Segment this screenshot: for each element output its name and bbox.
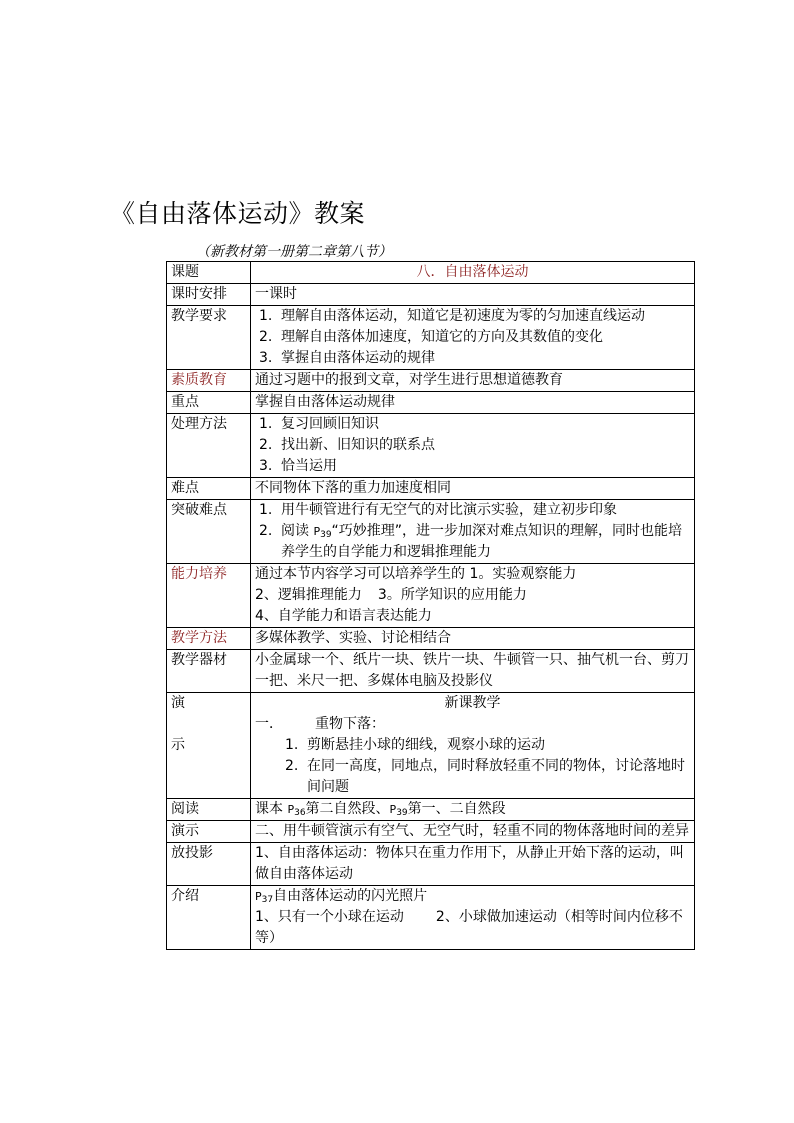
row-difficulty: [167, 478, 695, 500]
row-quality: [167, 370, 695, 392]
value-hours: 一课时: [251, 284, 695, 306]
label-projection: 放投影: [167, 843, 251, 886]
label-quality: 素质教育: [167, 370, 251, 392]
value-projection: 1、自由落体运动：物体只在重力作用下，从静止开始下落的运动，叫做自由落体运动: [251, 843, 695, 886]
value-difficulty: 不同物体下落的重力加速度相同: [251, 478, 695, 500]
row-breakthrough: [167, 500, 695, 564]
label-method: 处理方法: [167, 414, 251, 478]
row-requirements: [167, 306, 695, 370]
label-reading: 阅读: [167, 799, 251, 821]
list-item: 2. 在同一高度，同地点，同时释放轻重不同的物体，讨论落地时间问题: [285, 758, 685, 795]
list-item: 1. 理解自由落体运动，知道它是初速度为零的匀加速直线运动: [259, 308, 645, 324]
value-breakthrough: [251, 500, 695, 564]
lesson-plan-table: [166, 261, 695, 950]
row-hours: [167, 284, 695, 306]
label-equipment: 教学器材: [167, 650, 251, 693]
row-ability: [167, 564, 695, 628]
value-teaching-method: 多媒体教学、实验、讨论相结合: [251, 628, 695, 650]
document-subtitle: （新教材第一册第二章第八节）: [196, 244, 392, 260]
value-intro: $P_{37}$自由落体运动的闪光照片 1、只有一个小球在运动 2、小球做加速运动（相等时间内位移不等）: [251, 886, 695, 950]
row-projection: [167, 843, 695, 886]
label-requirements: 教学要求: [167, 306, 251, 370]
value-key-point: 掌握自由落体运动规律: [251, 392, 695, 414]
value-demo2: 二、用牛顿管演示有空气、无空气时，轻重不同的物体落地时间的差异: [251, 821, 695, 843]
value-topic: 八．自由落体运动: [251, 262, 695, 284]
list-item: 3. 恰当运用: [259, 458, 337, 474]
row-demo2: [167, 821, 695, 843]
label-topic: 课题: [167, 262, 251, 284]
list-item: 2. 理解自由落体加速度，知道它的方向及其数值的变化: [259, 329, 603, 345]
label-hours: 课时安排: [167, 284, 251, 306]
value-ability: 通过本节内容学习可以培养学生的 1。实验观察能力 2、逻辑推理能力 3。所学知识的应用能力 4、自学能力和语言表达能力: [251, 564, 695, 628]
row-equipment: [167, 650, 695, 693]
value-method: [251, 414, 695, 478]
value-demo: 新课教学 一． 重物下落： 1. 剪断悬挂小球的细线，观察小球的运动 2. 在同一高度，同地点，同时释放轻重不同的物体，讨论落地时间问题: [251, 693, 695, 799]
row-key-point: [167, 392, 695, 414]
label-difficulty: 难点: [167, 478, 251, 500]
label-teaching-method: 教学方法: [167, 628, 251, 650]
list-item: 1. 用牛顿管进行有无空气的对比演示实验，建立初步印象: [259, 502, 617, 518]
row-reading: [167, 799, 695, 821]
row-method: [167, 414, 695, 478]
label-intro: 介绍: [167, 886, 251, 950]
row-demo: [167, 693, 695, 799]
value-requirements: [251, 306, 695, 370]
value-reading: 课本 $P_{36}$第二自然段、$P_{39}$第一、二自然段: [251, 799, 695, 821]
row-teaching-method: [167, 628, 695, 650]
label-breakthrough: 突破难点: [167, 500, 251, 564]
row-topic: [167, 262, 695, 284]
list-item: 2. 找出新、旧知识的联系点: [259, 437, 435, 453]
label-demo2: 演示: [167, 821, 251, 843]
list-item: 2. 阅读 $P_{39}“$巧妙推理”，进一步加深对难点知识的理解，同时也能培养学生的自学能力和逻辑推理能力: [259, 523, 683, 560]
label-ability: 能力培养: [167, 564, 251, 628]
document-title: 《自由落体运动》教案: [110, 199, 366, 228]
list-item: 1. 复习回顾旧知识: [259, 416, 379, 432]
value-equipment: 小金属球一个、纸片一块、铁片一块、牛顿管一只、抽气机一台、剪刀一把、米尺一把、多媒体电脑及投影仪: [251, 650, 695, 693]
label-key-point: 重点: [167, 392, 251, 414]
row-intro: [167, 886, 695, 950]
value-quality: 通过习题中的报到文章，对学生进行思想道德教育: [251, 370, 695, 392]
label-demo: 演 示: [167, 693, 251, 799]
list-item: 3. 掌握自由落体运动的规律: [259, 350, 435, 366]
list-item: 1. 剪断悬挂小球的细线，观察小球的运动: [285, 737, 545, 753]
